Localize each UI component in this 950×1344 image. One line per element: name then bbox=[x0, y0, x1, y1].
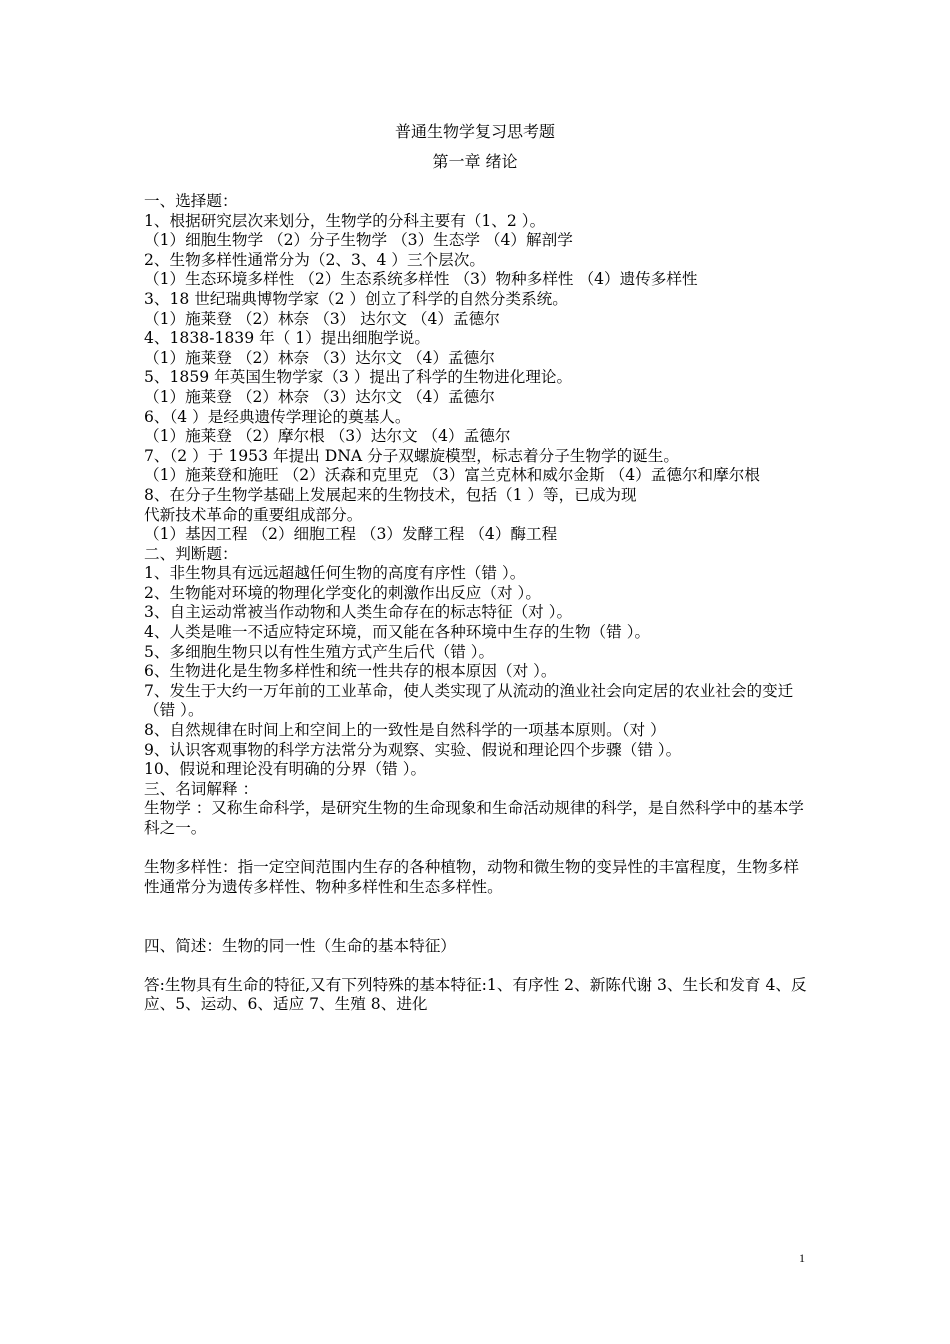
document-title: 普通生物学复习思考题 bbox=[394, 122, 555, 141]
question-4-options: （1）施莱登 （2）林奈 （3）达尔文 （4）孟德尔 bbox=[144, 348, 495, 367]
question-1: 1、根据研究层次来划分，生物学的分科主要有（1、2 ）。 bbox=[144, 211, 546, 230]
judge-10: 10、假说和理论没有明确的分界（错 ）。 bbox=[144, 760, 427, 779]
question-2-options: （1）生态环境多样性 （2）生态系统多样性 （3）物种多样性 （4）遗传多样性 bbox=[144, 270, 698, 289]
judge-4: 4、人类是唯一不适应特定环境，而又能在各种环境中生存的生物（错 ）。 bbox=[144, 623, 651, 642]
question-8-line-1: 8、在分子生物学基础上发展起来的生物技术，包括（1 ）等，已成为现 bbox=[144, 485, 637, 504]
spacer bbox=[144, 839, 812, 859]
judge-8: 8、自然规律在时间上和空间上的一致性是自然科学的一项基本原则。（对 ） bbox=[144, 721, 666, 740]
question-6-options: （1）施莱登 （2）摩尔根 （3）达尔文 （4）孟德尔 bbox=[144, 427, 511, 446]
question-4: 4、1838-1839 年（ 1）提出细胞学说。 bbox=[144, 329, 430, 348]
spacer bbox=[144, 897, 812, 936]
term-biology: 生物学 ：又称生命科学，是研究生物的生命现象和生命活动规律的科学，是自然科学中的基本学科之一。 bbox=[144, 799, 804, 837]
judge-3: 3、自主运动常被当作动物和人类生命存在的标志特征（对 ）。 bbox=[144, 603, 573, 622]
question-5: 5、1859 年英国生物学家（3 ）提出了科学的生物进化理论。 bbox=[144, 368, 573, 387]
section-heading-choice: 一、选择题： bbox=[144, 192, 238, 210]
question-2: 2、生物多样性通常分为（2、3、4 ）三个层次。 bbox=[144, 250, 485, 269]
page-number: 1 bbox=[799, 1251, 805, 1265]
question-6: 6、（4 ）是经典遗传学理论的奠基人。 bbox=[144, 407, 411, 426]
chapter-title: 第一章 绪论 bbox=[432, 152, 518, 171]
question-5-options: （1）施莱登 （2）林奈 （3）达尔文 （4）孟德尔 bbox=[144, 387, 495, 406]
judge-2: 2、生物能对环境的物理化学变化的刺激作出反应（对 ）。 bbox=[144, 583, 541, 602]
brief-answer: 答:生物具有生命的特征,又有下列特殊的基本特征:1、有序性 2、新陈代谢 3、生长和发育 4、反应、5、运动、6、适应 7、生殖 8、进化 bbox=[144, 975, 807, 1014]
judge-5: 5、多细胞生物只以有性生殖方式产生后代（错 ）。 bbox=[144, 642, 495, 661]
question-1-options: （1）细胞生物学 （2）分子生物学 （3）生态学 （4）解剖学 bbox=[144, 231, 573, 250]
section-heading-judge: 二、判断题： bbox=[144, 544, 238, 563]
question-3: 3、18 世纪瑞典博物学家（2 ）创立了科学的自然分类系统。 bbox=[144, 289, 568, 308]
document-body bbox=[144, 192, 812, 1015]
spacer bbox=[144, 956, 812, 976]
judge-9: 9、认识客观事物的科学方法常分为观察、实验、假说和理论四个步骤（错 ）。 bbox=[144, 740, 682, 759]
question-7-options: （1）施莱登和施旺 （2）沃森和克里克 （3）富兰克林和威尔金斯 （4）孟德尔和摩尔根 bbox=[144, 466, 760, 485]
term-biodiversity: 生物多样性：指一定空间范围内生存的各种植物，动物和微生物的变异性的丰富程度，生物多样性通常分为遗传多样性、物种多样性和生态多样性。 bbox=[144, 858, 799, 896]
judge-1: 1、非生物具有远远超越任何生物的高度有序性（错 ）。 bbox=[144, 564, 526, 583]
judge-6: 6、生物进化是生物多样性和统一性共存的根本原因（对 ）。 bbox=[144, 662, 557, 681]
question-3-options: （1）施莱登 （2）林奈 （3） 达尔文 （4）孟德尔 bbox=[144, 309, 500, 328]
section-heading-brief: 四、简述：生物的同一性（生命的基本特征） bbox=[144, 936, 456, 955]
question-8-options: （1）基因工程 （2）细胞工程 （3）发酵工程 （4）酶工程 bbox=[144, 525, 558, 544]
judge-7: 7、发生于大约一万年前的工业革命，使人类实现了从流动的渔业社会向定居的农业社会的变迁（错 ）。 bbox=[144, 681, 794, 720]
question-8-line-2: 代新技术革命的重要组成部分。 bbox=[144, 505, 363, 524]
question-7: 7、（2 ）于 1953 年提出 DNA 分子双螺旋模型，标志着分子生物学的诞生。 bbox=[144, 446, 679, 465]
section-heading-terms: 三、名词解释 ： bbox=[144, 779, 259, 798]
